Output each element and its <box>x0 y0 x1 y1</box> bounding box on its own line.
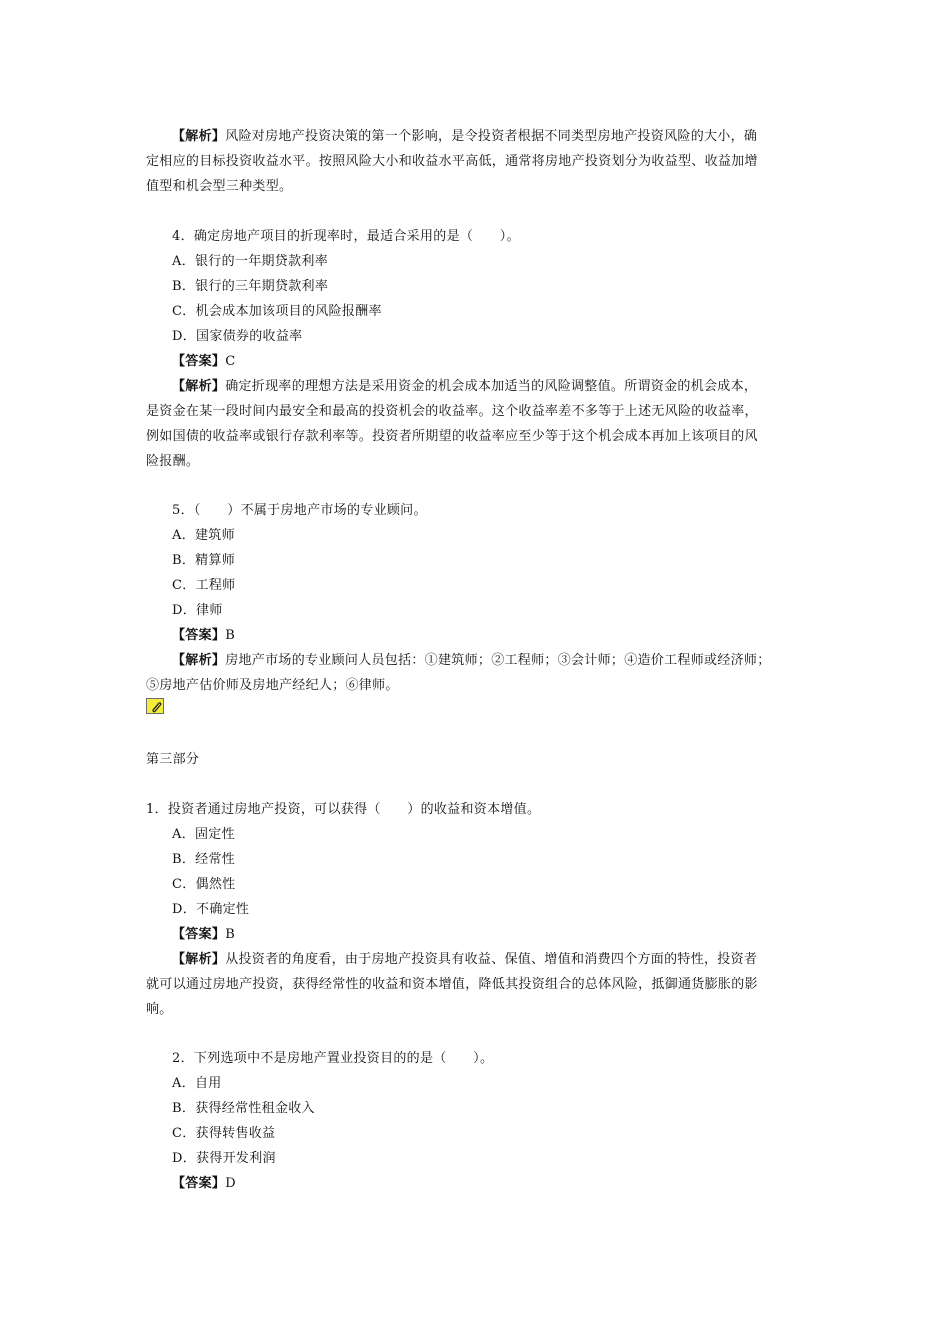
answer-label: 【答案】 <box>172 927 226 942</box>
analysis-q3-line1 <box>172 128 757 146</box>
q4-analysis-line3: 例如国债的收益率或银行存款利率等。投资者所期望的收益率应至少等于这个机会成本再加上该项目的风 <box>146 429 758 444</box>
analysis-text: 房地产市场的专业顾问人员包括：①建筑师；②工程师；③会计师；④造价工程师或经济师； <box>225 653 771 668</box>
q5-option-d: D．律师 <box>172 603 223 618</box>
paperclip-glyph <box>149 699 163 713</box>
q5-stem: 5．（ ）不属于房地产市场的专业顾问。 <box>172 503 427 518</box>
answer-label: 【答案】 <box>172 628 226 643</box>
analysis-label: 【解析】 <box>172 952 226 967</box>
p3q1-option-b: B．经常性 <box>172 852 236 867</box>
analysis-label: 【解析】 <box>172 653 226 668</box>
analysis-text: 确定折现率的理想方法是采用资金的机会成本加适当的风险调整值。所谓资金的机会成本， <box>225 379 758 394</box>
q5-analysis-line2: ⑤房地产估价师及房地产经纪人；⑥律师。 <box>146 678 399 693</box>
p3q1-option-d: D．不确定性 <box>172 902 250 917</box>
q5-analysis-line1 <box>172 652 771 670</box>
q4-analysis-line2: 是资金在某一段时间内最安全和最高的投资机会的收益率。这个收益率差不多等于上述无风险的收益率， <box>146 404 758 419</box>
analysis-label: 【解析】 <box>172 129 226 144</box>
p3q1-stem: 1．投资者通过房地产投资，可以获得（ ）的收益和资本增值。 <box>146 802 541 817</box>
p3q2-answer <box>172 1175 236 1193</box>
p3q1-answer <box>172 926 235 944</box>
analysis-q3-line2: 定相应的目标投资收益水平。按照风险大小和收益水平高低，通常将房地产投资划分为收益型、收益加增 <box>146 154 758 169</box>
q4-analysis-line1 <box>172 378 757 396</box>
p3q2-option-d: D．获得开发利润 <box>172 1151 276 1166</box>
p3q1-option-a: A．固定性 <box>172 827 235 842</box>
p3q1-analysis-line3: 响。 <box>146 1002 173 1017</box>
q5-option-b: B．精算师 <box>172 553 236 568</box>
answer-label: 【答案】 <box>172 354 226 369</box>
q4-option-b: B．银行的三年期贷款利率 <box>172 279 329 294</box>
p3q2-option-a: A．自用 <box>172 1076 222 1091</box>
p3q2-option-c: C．获得转售收益 <box>172 1126 276 1141</box>
q5-option-c: C．工程师 <box>172 578 236 593</box>
q4-option-a: A．银行的一年期贷款利率 <box>172 254 328 269</box>
analysis-text: 从投资者的角度看，由于房地产投资具有收益、保值、增值和消费四个方面的特性，投资者 <box>225 952 758 967</box>
section-title: 第三部分 <box>146 752 200 767</box>
q4-option-c: C．机会成本加该项目的风险报酬率 <box>172 304 382 319</box>
analysis-text: 风险对房地产投资决策的第一个影响，是令投资者根据不同类型房地产投资风险的大小，确 <box>225 129 758 144</box>
p3q1-option-c: C．偶然性 <box>172 877 236 892</box>
answer-value: C <box>225 354 236 369</box>
q4-option-d: D．国家债券的收益率 <box>172 329 303 344</box>
p3q2-option-b: B．获得经常性租金收入 <box>172 1101 315 1116</box>
p3q1-analysis-line1 <box>172 951 757 969</box>
analysis-label: 【解析】 <box>172 379 226 394</box>
q5-answer <box>172 627 235 645</box>
q4-analysis-line4: 险报酬。 <box>146 454 200 469</box>
answer-value: B <box>225 628 236 643</box>
q5-option-a: A．建筑师 <box>172 528 235 543</box>
analysis-q3-line3: 值型和机会型三种类型。 <box>146 179 293 194</box>
answer-label: 【答案】 <box>172 1176 226 1191</box>
paperclip-icon[interactable] <box>146 698 164 714</box>
q4-stem: 4．确定房地产项目的折现率时，最适合采用的是（ ）。 <box>172 229 520 244</box>
answer-value: D <box>225 1176 236 1191</box>
p3q1-analysis-line2: 就可以通过房地产投资，获得经常性的收益和资本增值，降低其投资组合的总体风险，抵御通货膨胀的影 <box>146 977 758 992</box>
answer-value: B <box>225 927 236 942</box>
p3q2-stem: 2．下列选项中不是房地产置业投资目的的是（ ）。 <box>172 1051 494 1066</box>
q4-answer <box>172 353 235 371</box>
